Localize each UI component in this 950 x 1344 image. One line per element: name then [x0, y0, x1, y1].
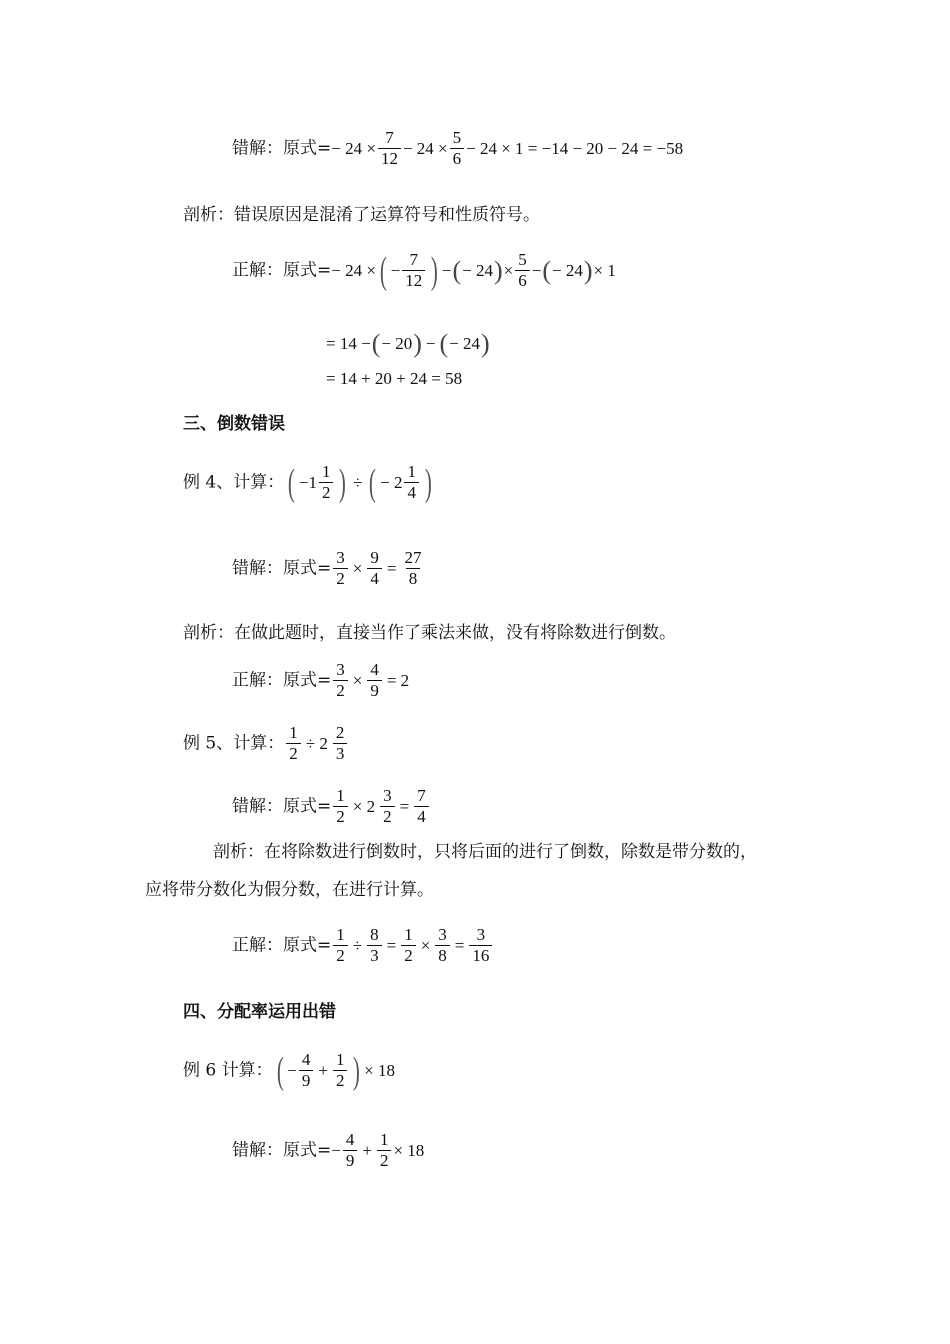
fraction: [333, 660, 348, 701]
denominator: 6: [450, 148, 465, 169]
label: 错解：原式=: [232, 138, 332, 159]
label: 例 4、计算：: [183, 472, 285, 493]
paren-close: ): [493, 255, 503, 285]
numerator: 1: [335, 1050, 345, 1069]
numerator: 1: [336, 925, 345, 944]
fraction: [333, 925, 348, 966]
operator: −: [425, 334, 436, 354]
denominator: 9: [299, 1070, 314, 1091]
label: 例 6 计算：: [183, 1060, 273, 1081]
term: − 24 × 1 = −14 − 20 − 24 = −58: [466, 138, 684, 158]
denominator: 3: [367, 945, 382, 966]
denominator: 3: [333, 743, 348, 764]
fraction: [367, 925, 382, 966]
term: −1: [298, 472, 317, 492]
numerator: 1: [289, 723, 298, 742]
expression: [331, 1130, 424, 1171]
numerator: 2: [335, 723, 345, 742]
term: − 24 ×: [331, 138, 376, 158]
numerator: 4: [301, 1050, 311, 1069]
term: − 20: [381, 334, 413, 354]
term: − 24: [551, 260, 583, 280]
fraction: [380, 786, 395, 827]
label: 错解：原式=: [232, 796, 332, 817]
fraction: [333, 548, 348, 589]
label: 例 5、计算：: [183, 733, 285, 754]
numerator: 7: [409, 250, 418, 269]
fraction: [401, 925, 416, 966]
numerator: 8: [370, 925, 379, 944]
section-heading-4: 四、分配率运用出错: [183, 1002, 336, 1022]
denominator: 2: [380, 806, 395, 827]
paren-open: (: [379, 249, 387, 292]
label: 错解：原式=: [232, 558, 332, 579]
numerator: 1: [407, 462, 416, 481]
numerator: 7: [417, 786, 426, 805]
numerator: 9: [370, 548, 379, 567]
correct-solution-1: [232, 250, 616, 291]
paren-close: ): [353, 1049, 361, 1092]
paren-open: (: [288, 461, 296, 504]
term: −: [531, 260, 542, 280]
expression: [331, 250, 616, 291]
fraction: [333, 786, 348, 827]
operator: ×: [352, 670, 363, 690]
fraction: [469, 925, 492, 966]
operator: ×: [352, 558, 363, 578]
denominator: 4: [367, 568, 382, 589]
correct-solution-1-step3: = 14 + 20 + 24 = 58: [326, 369, 463, 388]
denominator: 2: [333, 680, 348, 701]
operator: =: [386, 558, 397, 578]
expression: [284, 462, 435, 503]
numerator: 1: [336, 786, 345, 805]
paren-open: (: [371, 329, 381, 359]
paren-close: ): [431, 249, 438, 292]
label: 正解：原式=: [232, 935, 332, 956]
denominator: 2: [319, 482, 334, 503]
term: = 2: [386, 670, 410, 690]
wrong-solution-1: [232, 128, 683, 169]
expression: [331, 548, 426, 589]
fraction: [435, 925, 450, 966]
operator: ÷: [353, 472, 363, 492]
term: −: [390, 260, 401, 280]
correct-solution-5: [232, 925, 494, 966]
numerator: 5: [452, 128, 462, 147]
numerator: 7: [385, 128, 394, 147]
denominator: 2: [333, 568, 348, 589]
example-4: [183, 462, 436, 503]
paren-open: (: [452, 255, 462, 285]
numerator: 3: [438, 925, 447, 944]
fraction: [367, 660, 382, 701]
numerator: 5: [518, 250, 527, 269]
denominator: 9: [367, 680, 382, 701]
denominator: 2: [333, 945, 348, 966]
numerator: 1: [321, 462, 331, 481]
sign: −: [287, 1060, 297, 1080]
numerator: 3: [476, 925, 486, 944]
paren-close: ): [424, 461, 432, 504]
paren-open: (: [439, 329, 449, 359]
analysis-4: 剖析：在做此题时，直接当作了乘法来做，没有将除数进行倒数。: [183, 623, 676, 643]
term: − 24: [449, 334, 480, 354]
correct-solution-4: [232, 660, 412, 701]
expression: [331, 128, 683, 169]
expression: [273, 1050, 395, 1091]
numerator: 3: [336, 660, 345, 679]
term: × 18: [364, 1060, 395, 1080]
denominator: 12: [378, 148, 401, 169]
term: − 24 ×: [402, 138, 448, 158]
fraction: [333, 1050, 348, 1091]
expression: [326, 331, 491, 357]
analysis-5-line2: 应将带分数化为假分数，在进行计算。: [145, 880, 434, 900]
fraction: [367, 548, 382, 589]
expression: [331, 786, 430, 827]
operator: +: [362, 1140, 372, 1160]
fraction: [450, 128, 465, 169]
fraction: [404, 462, 419, 503]
wrong-solution-4: [232, 548, 426, 589]
sign: −: [331, 1140, 341, 1160]
numerator: 4: [345, 1130, 355, 1149]
paren-close: ): [339, 461, 347, 504]
term: − 2: [380, 472, 403, 492]
expression: [331, 660, 412, 701]
denominator: 2: [333, 806, 348, 827]
fraction: [378, 128, 401, 169]
wrong-solution-5: [232, 786, 431, 827]
denominator: 2: [333, 1070, 348, 1091]
term: × 1: [593, 260, 616, 280]
denominator: 2: [401, 945, 416, 966]
expression: [284, 723, 349, 764]
fraction: [319, 462, 334, 503]
label: 正解：原式=: [232, 260, 332, 281]
term: − 24: [462, 260, 493, 280]
numerator: 1: [379, 1130, 389, 1149]
numerator: 27: [404, 548, 422, 567]
term: = 14 −: [326, 334, 371, 354]
numerator: 1: [404, 925, 413, 944]
expression: [331, 925, 494, 966]
analysis-5-line1: 剖析：在将除数进行倒数时，只将后面的进行了倒数，除数是带分数的，: [213, 842, 757, 862]
operator: ×: [420, 935, 431, 955]
example-6: [183, 1050, 395, 1091]
operator: =: [386, 935, 397, 955]
paren-close: ): [480, 329, 490, 359]
fraction: [299, 1050, 314, 1091]
paren-close: ): [413, 329, 422, 359]
operator: =: [454, 935, 465, 955]
denominator: 8: [406, 568, 421, 589]
fraction: [402, 250, 425, 291]
denominator: 2: [377, 1150, 392, 1171]
term: − 24 ×: [331, 260, 376, 280]
paren-open: (: [276, 1049, 284, 1092]
term: −: [441, 260, 452, 280]
label: 错解：原式=: [232, 1140, 332, 1161]
analysis-1: 剖析：错误原因是混淆了运算符号和性质符号。: [183, 205, 540, 225]
operator: × 2: [352, 796, 376, 816]
numerator: 3: [336, 548, 345, 567]
paren-open: (: [542, 255, 551, 285]
numerator: 4: [370, 660, 379, 679]
denominator: 4: [414, 806, 429, 827]
fraction: [343, 1130, 358, 1171]
denominator: 9: [343, 1150, 358, 1171]
denominator: 2: [286, 743, 301, 764]
denominator: 8: [435, 945, 450, 966]
wrong-solution-6: [232, 1130, 424, 1171]
section-heading-3: 三、倒数错误: [183, 414, 285, 434]
denominator: 6: [515, 270, 530, 291]
fraction: [333, 723, 348, 764]
denominator: 16: [469, 945, 492, 966]
paren-open: (: [369, 461, 377, 504]
paren-close: ): [583, 255, 593, 285]
denominator: 4: [404, 482, 419, 503]
fraction: [414, 786, 429, 827]
denominator: 12: [402, 270, 425, 291]
operator: ÷: [352, 935, 363, 955]
fraction: [286, 723, 301, 764]
fraction: [377, 1130, 392, 1171]
numerator: 3: [383, 786, 392, 805]
correct-solution-1-step2: [326, 331, 491, 357]
fraction: [515, 250, 530, 291]
term: ×: [503, 260, 514, 280]
operator: +: [318, 1060, 328, 1080]
term: × 18: [393, 1140, 425, 1160]
operator: ÷ 2: [305, 733, 328, 753]
example-5: [183, 723, 349, 764]
label: 正解：原式=: [232, 670, 332, 691]
operator: =: [399, 796, 410, 816]
fraction: [401, 548, 424, 589]
